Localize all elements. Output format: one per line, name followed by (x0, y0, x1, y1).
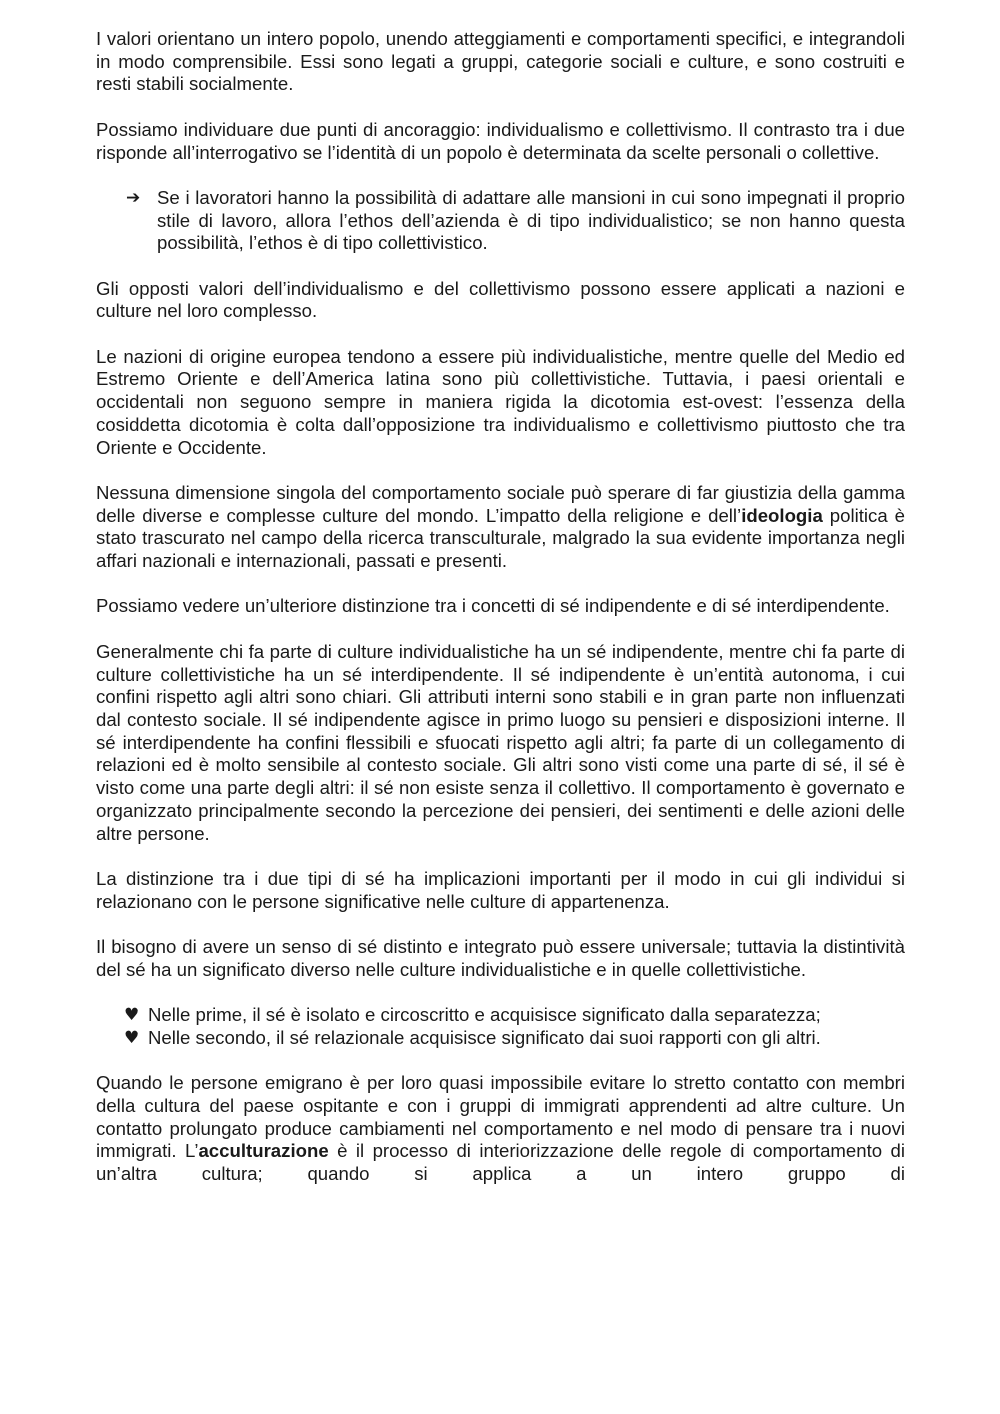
paragraph-anchor-points: Possiamo individuare due punti di ancoraggio: individualismo e collettivismo. Il contrasto tra i due risponde all’interrogativo se l’identità di un popolo è determinata da scelte personali o collettive. (96, 118, 905, 163)
ideology-text-after: politica è stato trascurato nel campo della ricerca transculturale, malgrado la sua evidente importanza negli affari nazionali e internazionali, passati e presenti. (96, 504, 905, 572)
acculturation-text-before: Quando le persone emigrano è per loro quasi impossibile evitare lo stretto contatto con membri della cultura del paese ospitante e con i gruppi di immigrati apprendenti ad altre culture. Un contatto prolungato produce cambiamenti nel comportamento e nel modo di pensare tra i nuovi immigrati. L’ (96, 1072, 905, 1162)
acculturation-text-after: è il processo di interiorizzazione delle regole di comportamento di un’altra cultura; quando si applica a un intero gruppo di (96, 1140, 906, 1184)
paragraph-nations: Le nazioni di origine europea tendono a essere più individualistiche, mentre quelle del Medio ed Estremo Oriente e dell’America latina sono più collettivistiche. Tuttavia, i paesi orientali e occidentali non seguono sempre in maniera rigida la dicotomia est-ovest: l’essenza della cosiddetta dicotomia è colta dall’opposizione tra individualismo e collettivismo piuttosto che tra Oriente e Occidente. (96, 345, 905, 458)
paragraph-independent-self: Generalmente chi fa parte di culture individualistiche ha un sé indipendente, mentre chi fa parte di culture collettivistiche ha un sé interdipendente. Il sé indipendente è un’entità autonoma, i cui confini rispetto agli altri sono chiari. Gli attributi interni sono stabili e in gran parte non influenzati dal contesto sociale. Il sé indipendente agisce in primo luogo su pensieri e disposizioni interne. Il sé interdipendente ha confini flessibili e sfuocati rispetto agli altri; fa parte di un collegamento di relazioni ed è molto sensibile al contesto sociale. Gli altri sono visti come una parte di sé, il sé è visto come una parte degli altri: il sé non esiste senza il collettivo. Il comportamento è governato e organizzato principalmente secondo la percezione dei pensieri, dei sentimenti e delle azioni delle altre persone. (96, 640, 905, 844)
list-item-text: Nelle secondo, il sé relazionale acquisisce significato dai suoi rapporti con gli altri. (148, 1026, 821, 1048)
heart-list (124, 1004, 905, 1049)
acculturation-term: acculturazione (198, 1140, 329, 1162)
paragraph-self-distinction: Possiamo vedere un’ulteriore distinzione tra i concetti di sé indipendente e di sé interdipendente. (96, 595, 890, 617)
paragraph-acculturation (96, 1072, 905, 1186)
heart-icon: ♥ (124, 1005, 140, 1026)
arrow-icon: ➔ (126, 187, 141, 208)
list-item-text: Nelle prime, il sé è isolato e circoscritto e acquisisce significato dalla separatezza; (148, 1004, 821, 1026)
ideology-text-before: Nessuna dimensione singola del comportamento sociale può sperare di far giustizia della gamma delle diverse e complesse culture del mondo. L’impatto della religione e dell’ (96, 481, 905, 526)
heart-icon: ♥ (124, 1027, 140, 1048)
paragraph-distinct-self: Il bisogno di avere un senso di sé distinto e integrato può essere universale; tuttavia la distintività del sé ha un significato diverso nelle culture individualistiche e in quelle collettivistiche. (96, 935, 905, 980)
list-item (124, 1027, 905, 1050)
paragraph-ideology (96, 482, 905, 573)
list-item (124, 1004, 905, 1027)
document-page (96, 28, 905, 1208)
paragraph-values: I valori orientano un intero popolo, unendo atteggiamenti e comportamenti specifici, e integrandoli in modo comprensibile. Essi sono legati a gruppi, categorie sociali e culture, e sono costruiti e resti stabili socialmente. (96, 28, 905, 95)
arrow-list-item (126, 187, 905, 255)
arrow-item-text: Se i lavoratori hanno la possibilità di adattare alle mansioni in cui sono impegnati il proprio stile di lavoro, allora l’ethos dell’azienda è di tipo individualistico; se non hanno questa possibilità, l’ethos è di tipo collettivistico. (157, 186, 905, 254)
ideology-term: ideologia (741, 504, 823, 526)
paragraph-implications: La distinzione tra i due tipi di sé ha implicazioni importanti per il modo in cui gli individui si relazionano con le persone significative nelle culture di appartenenza. (96, 867, 905, 912)
paragraph-opposite-values: Gli opposti valori dell’individualismo e del collettivismo possono essere applicati a nazioni e culture nel loro complesso. (96, 277, 905, 322)
